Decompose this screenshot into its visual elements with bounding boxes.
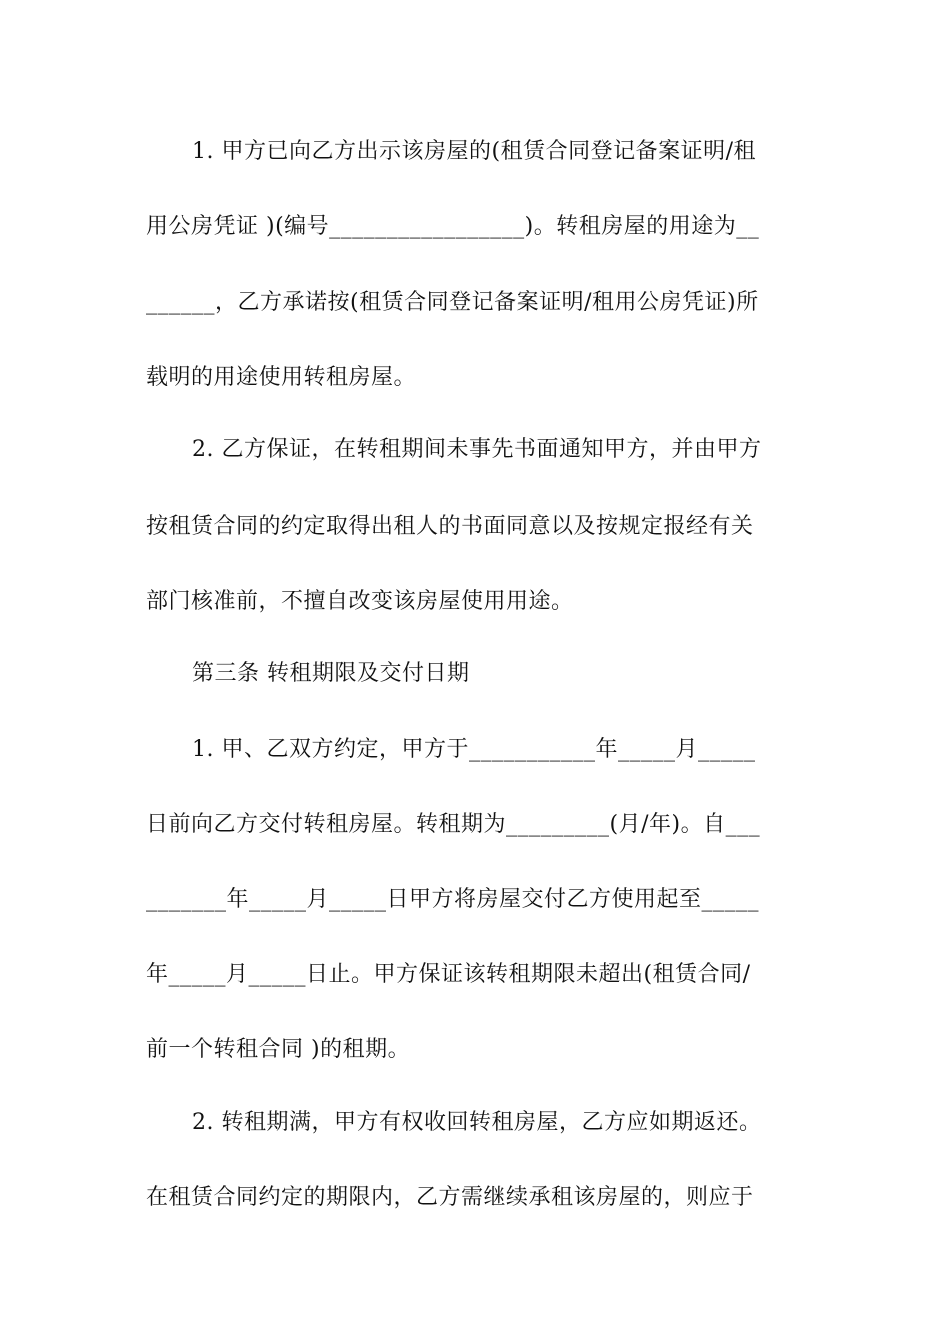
clause-2-1-line-3: ______，乙方承诺按(租赁合同登记备案证明/租用公房凭证)所: [146, 290, 759, 315]
clause-3-2-line-1: 2. 转租期满，甲方有权收回转租房屋，乙方应如期返还。: [192, 1110, 762, 1135]
clause-2-1-line-2: 用公房凭证 )(编号_________________)。转租房屋的用途为__: [146, 214, 760, 239]
clause-2-2-line-2: 按租赁合同的约定取得出租人的书面同意以及按规定报经有关: [146, 514, 754, 539]
article-3-heading: 第三条 转租期限及交付日期: [192, 661, 470, 686]
clause-3-1-line-4: 年_____月_____日止。甲方保证该转租期限未超出(租赁合同/: [146, 962, 751, 987]
clause-2-2-line-1: 2. 乙方保证，在转租期间未事先书面通知甲方，并由甲方: [192, 437, 762, 462]
clause-3-1-line-3: _______年_____月_____日甲方将房屋交付乙方使用起至_____: [146, 887, 760, 912]
clause-2-1-line-1: 1. 甲方已向乙方出示该房屋的(租赁合同登记备案证明/租: [192, 139, 756, 164]
clause-3-1-line-1: 1. 甲、乙双方约定，甲方于___________年_____月_____: [192, 737, 756, 762]
clause-2-2-line-3: 部门核准前，不擅自改变该房屋使用用途。: [146, 589, 574, 614]
clause-3-1-line-5: 前一个转租合同 )的租期。: [146, 1037, 411, 1062]
clause-2-1-line-4: 载明的用途使用转租房屋。: [146, 365, 417, 390]
clause-3-1-line-2: 日前向乙方交付转租房屋。转租期为_________(月/年)。自___: [146, 812, 761, 837]
clause-3-2-line-2: 在租赁合同约定的期限内，乙方需继续承租该房屋的，则应于: [146, 1185, 754, 1210]
